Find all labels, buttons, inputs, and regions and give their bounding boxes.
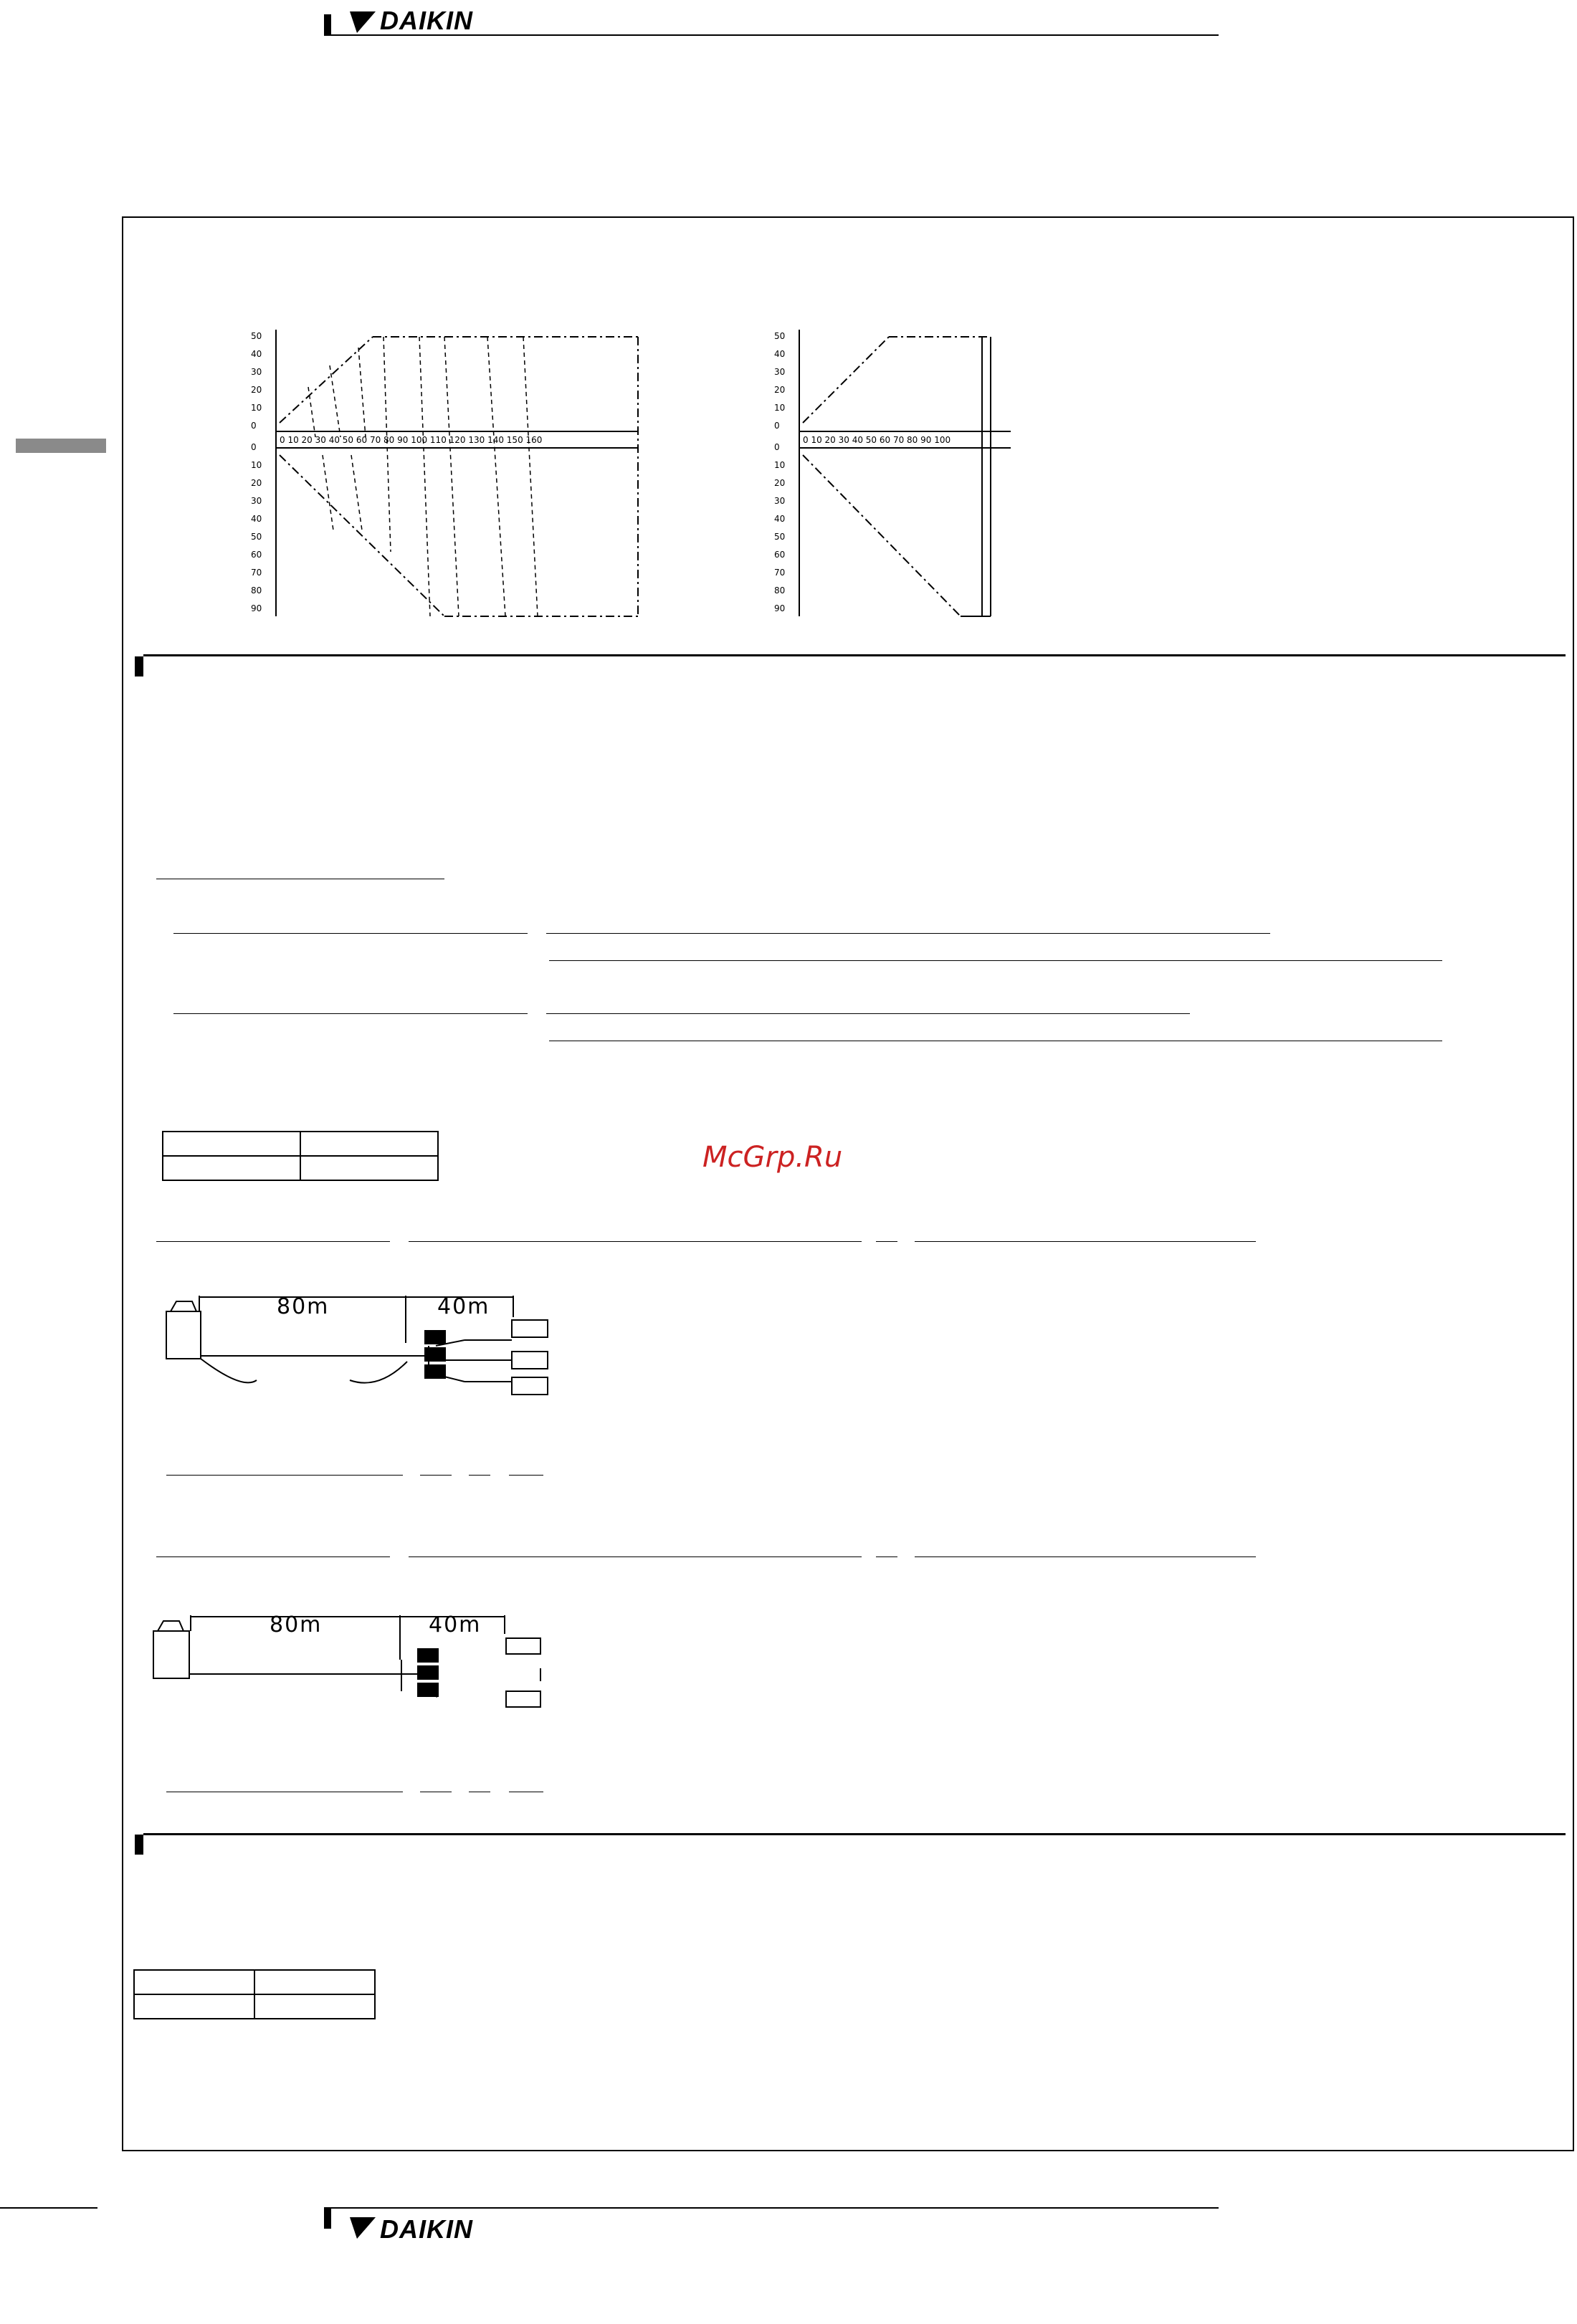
svg-text:50: 50 xyxy=(774,532,786,542)
diagram-1-branch-length: 40m xyxy=(437,1294,490,1319)
text-rule xyxy=(546,1013,1190,1014)
svg-text:90: 90 xyxy=(774,603,786,613)
text-rule xyxy=(546,933,1270,934)
text-rule xyxy=(173,933,528,934)
svg-text:0: 0 xyxy=(774,421,780,431)
svg-text:40: 40 xyxy=(251,349,262,359)
svg-text:50: 50 xyxy=(774,331,786,341)
svg-text:30: 30 xyxy=(251,496,262,506)
section-marker-2 xyxy=(135,1835,143,1855)
svg-text:0 10 20 30 40 50 60 70 80 90 1: 0 10 20 30 40 50 60 70 80 90 100 xyxy=(803,435,951,445)
svg-text:80: 80 xyxy=(251,585,262,596)
svg-text:10: 10 xyxy=(774,403,786,413)
header-logo-bar xyxy=(324,14,331,36)
footer-rule xyxy=(331,2207,1219,2209)
svg-text:60: 60 xyxy=(774,550,786,560)
footer-logo-bar xyxy=(324,2207,331,2229)
text-rule xyxy=(166,1475,403,1476)
footer-left-rule xyxy=(0,2207,97,2209)
svg-text:0: 0 xyxy=(774,442,780,452)
svg-text:40: 40 xyxy=(774,349,786,359)
section-marker-1 xyxy=(135,656,143,676)
svg-text:90: 90 xyxy=(251,603,262,613)
svg-text:80: 80 xyxy=(774,585,786,596)
svg-text:20: 20 xyxy=(251,385,262,395)
svg-text:30: 30 xyxy=(774,367,786,377)
text-rule xyxy=(549,960,1442,961)
height-difference-chart-left xyxy=(237,315,667,638)
text-rule xyxy=(915,1556,1256,1557)
spec-table-2 xyxy=(133,1969,376,2019)
watermark: McGrp.Ru xyxy=(702,1141,843,1174)
text-rule xyxy=(409,1241,862,1242)
spec-table-1 xyxy=(162,1131,439,1181)
svg-text:0: 0 xyxy=(251,421,257,431)
text-rule xyxy=(173,1013,528,1014)
svg-text:20: 20 xyxy=(774,385,786,395)
text-rule xyxy=(915,1241,1256,1242)
text-rule xyxy=(420,1475,452,1476)
footer-brand: DAIKIN xyxy=(380,2214,473,2244)
text-rule xyxy=(409,1556,862,1557)
diagram-2-branch-length: 40m xyxy=(429,1612,482,1637)
svg-text:20: 20 xyxy=(774,478,786,488)
text-rule xyxy=(876,1241,897,1242)
svg-text:70: 70 xyxy=(774,568,786,578)
diagram-1-main-length: 80m xyxy=(277,1294,330,1319)
svg-text:40: 40 xyxy=(774,514,786,524)
svg-text:30: 30 xyxy=(251,367,262,377)
svg-text:50: 50 xyxy=(251,331,262,341)
daikin-triangle-icon xyxy=(347,2216,378,2244)
section-rule-2 xyxy=(143,1833,1566,1835)
piping-diagram-1 xyxy=(163,1283,565,1405)
header-rule xyxy=(331,34,1219,36)
svg-text:60: 60 xyxy=(251,550,262,560)
text-rule xyxy=(156,1556,390,1557)
piping-diagram-2 xyxy=(151,1602,552,1724)
header-brand: DAIKIN xyxy=(380,6,473,35)
svg-text:10: 10 xyxy=(251,460,262,470)
text-rule xyxy=(876,1556,897,1557)
svg-text:20: 20 xyxy=(251,478,262,488)
text-rule xyxy=(509,1475,543,1476)
section-rule-1 xyxy=(143,654,1566,656)
text-rule xyxy=(156,1241,390,1242)
svg-text:10: 10 xyxy=(774,460,786,470)
svg-text:70: 70 xyxy=(251,568,262,578)
svg-text:50: 50 xyxy=(251,532,262,542)
svg-text:10: 10 xyxy=(251,403,262,413)
height-difference-chart-right xyxy=(760,315,1047,638)
chapter-tab xyxy=(16,439,106,453)
diagram-2-main-length: 80m xyxy=(270,1612,323,1637)
svg-text:40: 40 xyxy=(251,514,262,524)
svg-text:0 10 20 30 40 50 60 70 80 90 1: 0 10 20 30 40 50 60 70 80 90 100 110 120 130 140 150 160 xyxy=(280,435,543,445)
text-rule xyxy=(469,1475,490,1476)
svg-text:30: 30 xyxy=(774,496,786,506)
svg-text:0: 0 xyxy=(251,442,257,452)
